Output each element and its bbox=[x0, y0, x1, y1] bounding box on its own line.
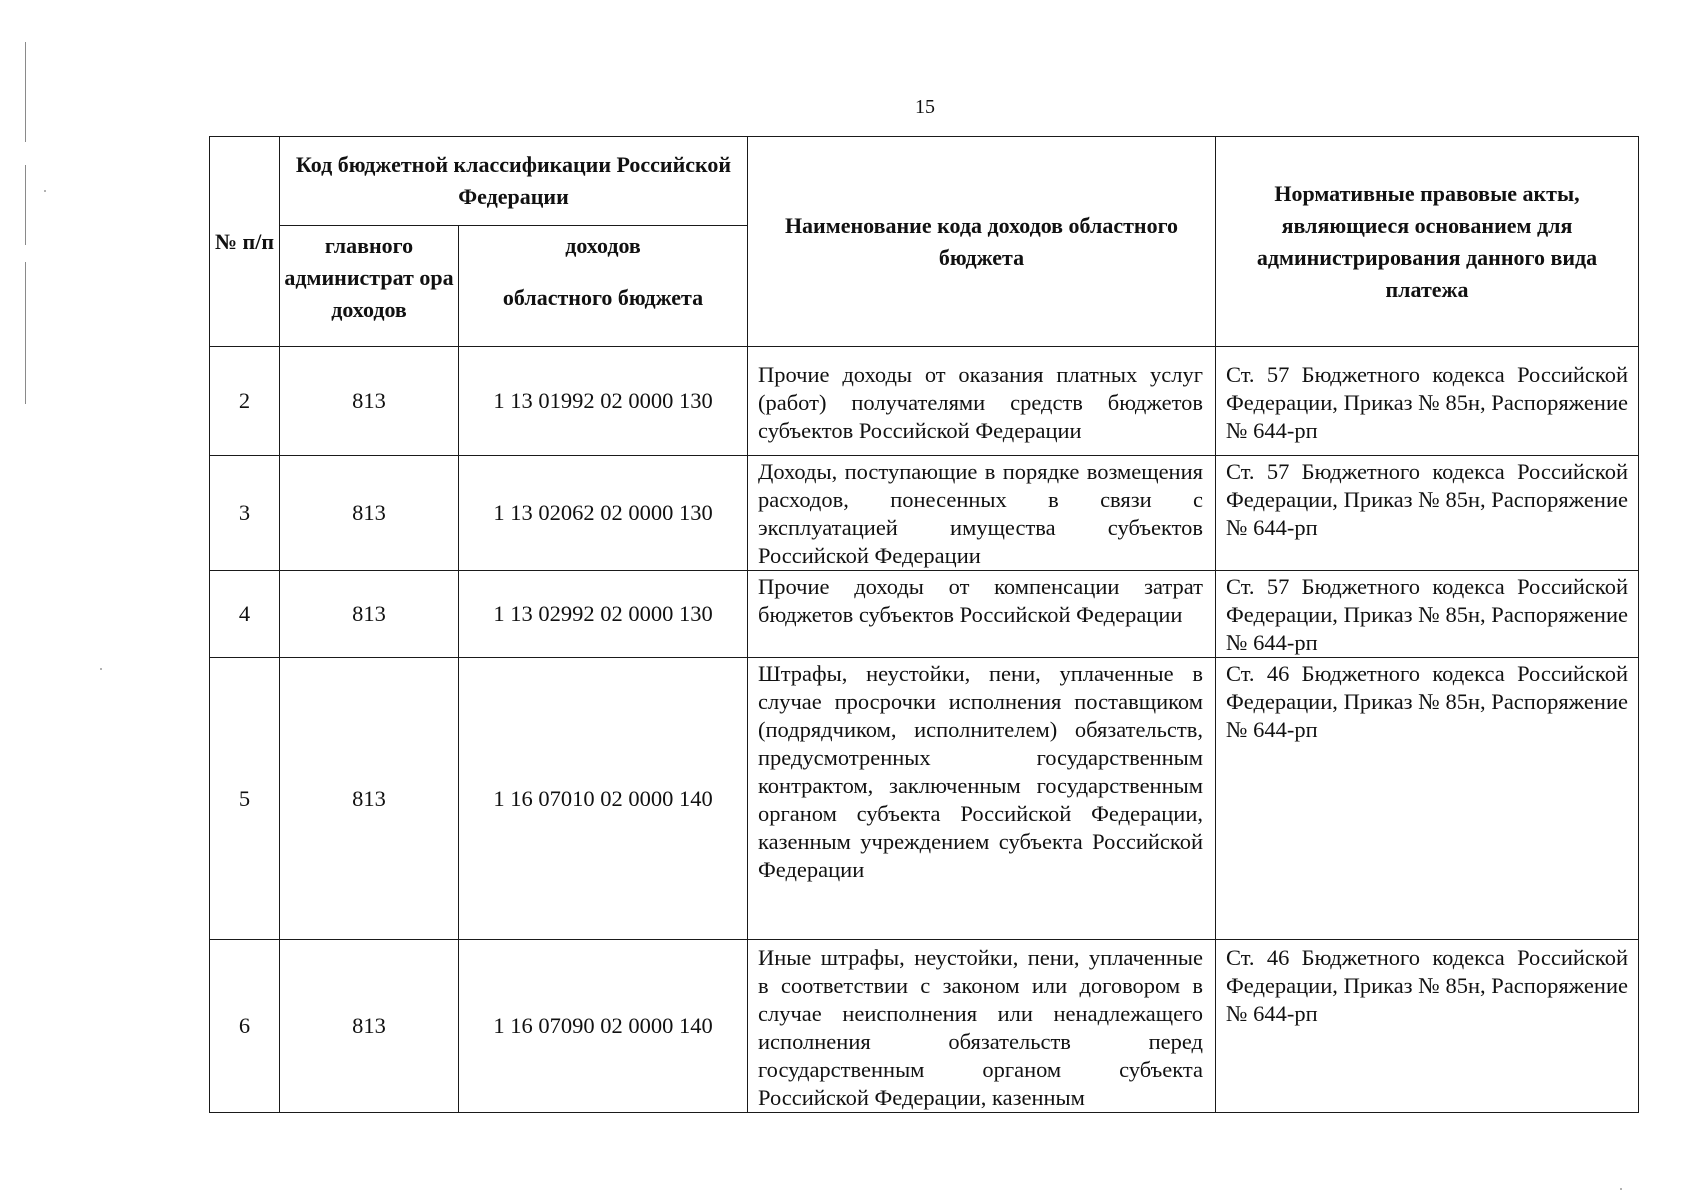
scan-margin-line bbox=[25, 262, 26, 404]
income-code: 1 16 07010 02 0000 140 bbox=[459, 658, 748, 940]
table-header bbox=[210, 137, 1639, 347]
row-number: 6 bbox=[210, 940, 280, 1113]
admin-code: 813 bbox=[280, 658, 459, 940]
budget-classification-table bbox=[209, 136, 1639, 1113]
admin-code: 813 bbox=[280, 456, 459, 571]
scan-margin-line bbox=[25, 42, 26, 142]
header-income-name bbox=[748, 137, 1216, 347]
table-body bbox=[210, 347, 1639, 1113]
header-kbk-group bbox=[280, 137, 748, 226]
admin-code: 813 bbox=[280, 347, 459, 456]
income-code: 1 13 01992 02 0000 130 bbox=[459, 347, 748, 456]
header-legal-acts-text: Нормативные правовые акты, являющиеся основанием для администрирования данного вида платежа bbox=[1256, 180, 1598, 302]
legal-acts: Ст. 57 Бюджетного кодекса Российской Федерации, Приказ № 85н, Распоряжение № 644-рп bbox=[1216, 571, 1639, 658]
table-row bbox=[210, 658, 1639, 940]
admin-code: 813 bbox=[280, 940, 459, 1113]
page-number: 15 bbox=[915, 96, 935, 118]
header-kbk-group-text: Код бюджетной классификации Российской Федерации bbox=[295, 152, 732, 209]
income-name: Иные штрафы, неустойки, пени, уплаченные в соответствии с законом или договором в случае неисполнения или ненадлежащего исполнения обязательств перед государственным органом субъекта Российской Федерации, казенным bbox=[748, 940, 1216, 1113]
legal-acts: Ст. 57 Бюджетного кодекса Российской Федерации, Приказ № 85н, Распоряжение № 644-рп bbox=[1216, 456, 1639, 571]
row-number: 3 bbox=[210, 456, 280, 571]
header-main-administrator-text: главного администрат ора доходов bbox=[284, 233, 454, 322]
scan-speck bbox=[100, 668, 102, 670]
header-legal-acts bbox=[1216, 137, 1639, 347]
header-income-line2: областного бюджета bbox=[502, 285, 704, 310]
scan-margin-line bbox=[25, 165, 26, 245]
scan-speck bbox=[1620, 1188, 1622, 1190]
income-name: Штрафы, неустойки, пени, уплаченные в случае просрочки исполнения поставщиком (подрядчиком, исполнителем) обязательств, предусмотренных государственным контрактом, заключенным государственным органом субъекта Российской Федерации, казенным учреждением субъекта Российской Федерации bbox=[748, 658, 1216, 940]
header-main-administrator bbox=[280, 226, 459, 347]
table-row bbox=[210, 940, 1639, 1113]
table-row bbox=[210, 456, 1639, 571]
admin-code: 813 bbox=[280, 571, 459, 658]
table-row bbox=[210, 347, 1639, 456]
legal-acts: Ст. 57 Бюджетного кодекса Российской Федерации, Приказ № 85н, Распоряжение № 644-рп bbox=[1216, 347, 1639, 456]
header-number-text: № п/п bbox=[214, 228, 275, 254]
income-name: Доходы, поступающие в порядке возмещения расходов, понесенных в связи с эксплуатацией имущества субъектов Российской Федерации bbox=[748, 456, 1216, 571]
row-number: 5 bbox=[210, 658, 280, 940]
header-income-name-text: Наименование кода доходов областного бюджета bbox=[784, 212, 1179, 270]
income-code: 1 13 02062 02 0000 130 bbox=[459, 456, 748, 571]
header-number bbox=[210, 137, 280, 347]
legal-acts: Ст. 46 Бюджетного кодекса Российской Федерации, Приказ № 85н, Распоряжение № 644-рп bbox=[1216, 940, 1639, 1113]
income-name: Прочие доходы от компенсации затрат бюджетов субъектов Российской Федерации bbox=[748, 571, 1216, 658]
income-code: 1 13 02992 02 0000 130 bbox=[459, 571, 748, 658]
header-regional-income bbox=[459, 226, 748, 347]
header-income-line1: доходов bbox=[565, 233, 641, 258]
income-name: Прочие доходы от оказания платных услуг (работ) получателями средств бюджетов субъектов Российской Федерации bbox=[748, 347, 1216, 456]
table-row bbox=[210, 571, 1639, 658]
income-code: 1 16 07090 02 0000 140 bbox=[459, 940, 748, 1113]
legal-acts: Ст. 46 Бюджетного кодекса Российской Федерации, Приказ № 85н, Распоряжение № 644-рп bbox=[1216, 658, 1639, 940]
scan-speck bbox=[44, 190, 46, 192]
row-number: 4 bbox=[210, 571, 280, 658]
row-number: 2 bbox=[210, 347, 280, 456]
